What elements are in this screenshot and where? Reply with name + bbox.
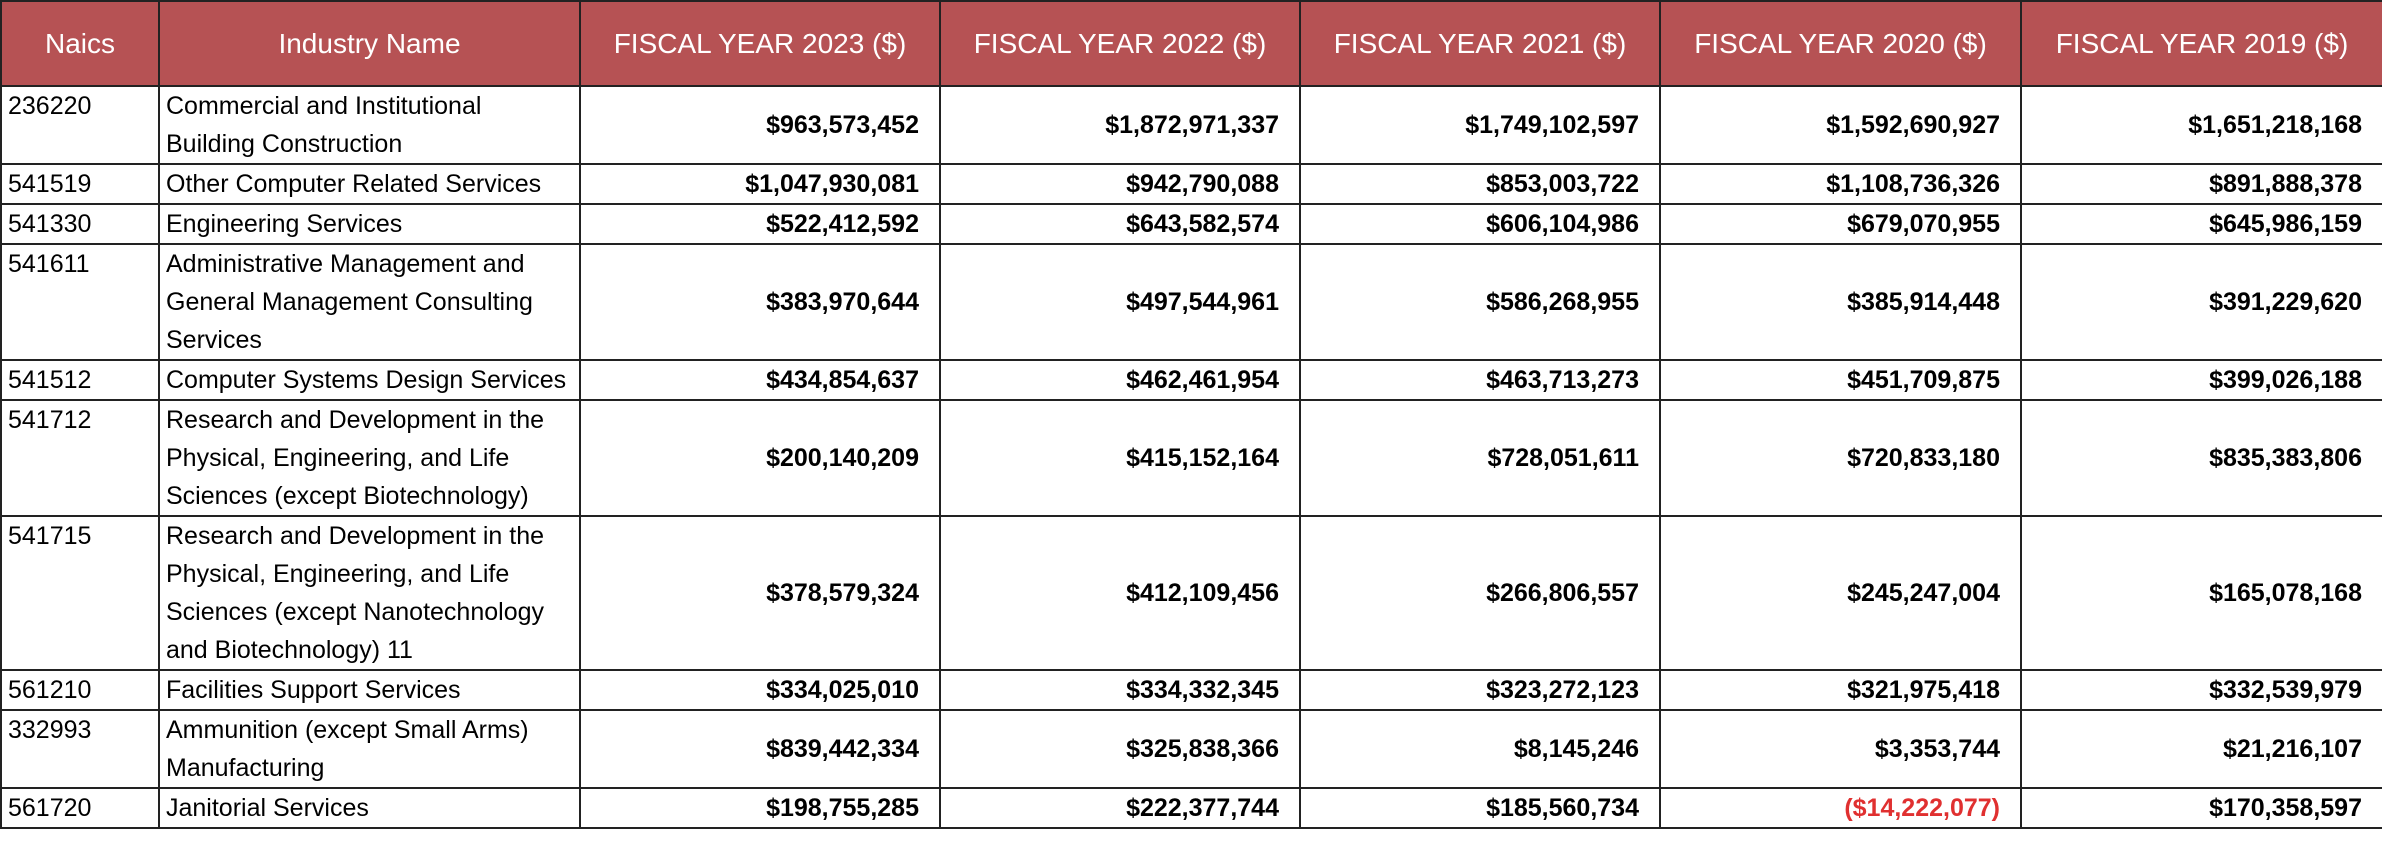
value-fy2023: $963,573,452	[580, 86, 940, 164]
header-fy2023: FISCAL YEAR 2023 ($)	[580, 1, 940, 86]
naics-code: 541611	[1, 244, 159, 360]
industry-name: Commercial and Institutional Building Construction	[159, 86, 580, 164]
naics-code: 541330	[1, 204, 159, 244]
table-row	[1, 710, 2382, 788]
value-fy2023: $198,755,285	[580, 788, 940, 828]
table-row	[1, 204, 2382, 244]
value-fy2021: $606,104,986	[1300, 204, 1660, 244]
industry-name: Research and Development in the Physical, Engineering, and Life Sciences (except Biotechnology)	[159, 400, 580, 516]
value-fy2019: $332,539,979	[2021, 670, 2382, 710]
value-fy2022: $497,544,961	[940, 244, 1300, 360]
header-row	[1, 1, 2382, 86]
table-row	[1, 788, 2382, 828]
table-row	[1, 516, 2382, 670]
value-fy2019: $21,216,107	[2021, 710, 2382, 788]
value-fy2022: $222,377,744	[940, 788, 1300, 828]
value-fy2022: $334,332,345	[940, 670, 1300, 710]
industry-name: Engineering Services	[159, 204, 580, 244]
value-fy2022: $462,461,954	[940, 360, 1300, 400]
value-fy2022: $325,838,366	[940, 710, 1300, 788]
value-fy2019: $391,229,620	[2021, 244, 2382, 360]
header-fy2021: FISCAL YEAR 2021 ($)	[1300, 1, 1660, 86]
value-fy2021: $266,806,557	[1300, 516, 1660, 670]
table-row	[1, 400, 2382, 516]
value-fy2023: $200,140,209	[580, 400, 940, 516]
table-row	[1, 164, 2382, 204]
industry-name: Other Computer Related Services	[159, 164, 580, 204]
value-fy2020: $245,247,004	[1660, 516, 2021, 670]
table-row	[1, 244, 2382, 360]
value-fy2020: $1,108,736,326	[1660, 164, 2021, 204]
value-fy2021: $1,749,102,597	[1300, 86, 1660, 164]
value-fy2019: $1,651,218,168	[2021, 86, 2382, 164]
value-fy2022: $412,109,456	[940, 516, 1300, 670]
naics-code: 332993	[1, 710, 159, 788]
header-industry-name: Industry Name	[159, 1, 580, 86]
naics-code: 541712	[1, 400, 159, 516]
value-fy2020: $451,709,875	[1660, 360, 2021, 400]
value-fy2023: $522,412,592	[580, 204, 940, 244]
naics-code: 541512	[1, 360, 159, 400]
industry-name: Facilities Support Services	[159, 670, 580, 710]
table-row	[1, 360, 2382, 400]
industry-name: Administrative Management and General Management Consulting Services	[159, 244, 580, 360]
naics-code: 561720	[1, 788, 159, 828]
value-fy2020: $1,592,690,927	[1660, 86, 2021, 164]
value-fy2023: $1,047,930,081	[580, 164, 940, 204]
value-fy2019: $645,986,159	[2021, 204, 2382, 244]
value-fy2021: $728,051,611	[1300, 400, 1660, 516]
value-fy2022: $643,582,574	[940, 204, 1300, 244]
header-naics: Naics	[1, 1, 159, 86]
value-fy2020: $321,975,418	[1660, 670, 2021, 710]
value-fy2020: $679,070,955	[1660, 204, 2021, 244]
value-fy2023: $839,442,334	[580, 710, 940, 788]
value-fy2022: $942,790,088	[940, 164, 1300, 204]
naics-code: 541715	[1, 516, 159, 670]
value-fy2020: $3,353,744	[1660, 710, 2021, 788]
value-fy2019: $399,026,188	[2021, 360, 2382, 400]
value-fy2021: $586,268,955	[1300, 244, 1660, 360]
table-row	[1, 670, 2382, 710]
value-fy2020: $385,914,448	[1660, 244, 2021, 360]
value-fy2023: $383,970,644	[580, 244, 940, 360]
naics-code: 561210	[1, 670, 159, 710]
table-row	[1, 86, 2382, 164]
value-fy2023: $334,025,010	[580, 670, 940, 710]
value-fy2020: $720,833,180	[1660, 400, 2021, 516]
value-fy2022: $415,152,164	[940, 400, 1300, 516]
value-fy2022: $1,872,971,337	[940, 86, 1300, 164]
header-fy2022: FISCAL YEAR 2022 ($)	[940, 1, 1300, 86]
value-fy2019: $165,078,168	[2021, 516, 2382, 670]
naics-code: 236220	[1, 86, 159, 164]
value-fy2021: $853,003,722	[1300, 164, 1660, 204]
header-fy2020: FISCAL YEAR 2020 ($)	[1660, 1, 2021, 86]
value-fy2023: $434,854,637	[580, 360, 940, 400]
value-fy2021: $8,145,246	[1300, 710, 1660, 788]
value-fy2023: $378,579,324	[580, 516, 940, 670]
value-fy2021: $185,560,734	[1300, 788, 1660, 828]
value-fy2021: $463,713,273	[1300, 360, 1660, 400]
value-fy2020-negative: ($14,222,077)	[1660, 788, 2021, 828]
naics-code: 541519	[1, 164, 159, 204]
value-fy2019: $891,888,378	[2021, 164, 2382, 204]
industry-name: Computer Systems Design Services	[159, 360, 580, 400]
value-fy2019: $835,383,806	[2021, 400, 2382, 516]
industry-name: Janitorial Services	[159, 788, 580, 828]
industry-name: Ammunition (except Small Arms) Manufacturing	[159, 710, 580, 788]
value-fy2019: $170,358,597	[2021, 788, 2382, 828]
value-fy2021: $323,272,123	[1300, 670, 1660, 710]
industry-name: Research and Development in the Physical, Engineering, and Life Sciences (except Nanotechnology and Biotechnology) 11	[159, 516, 580, 670]
header-fy2019: FISCAL YEAR 2019 ($)	[2021, 1, 2382, 86]
